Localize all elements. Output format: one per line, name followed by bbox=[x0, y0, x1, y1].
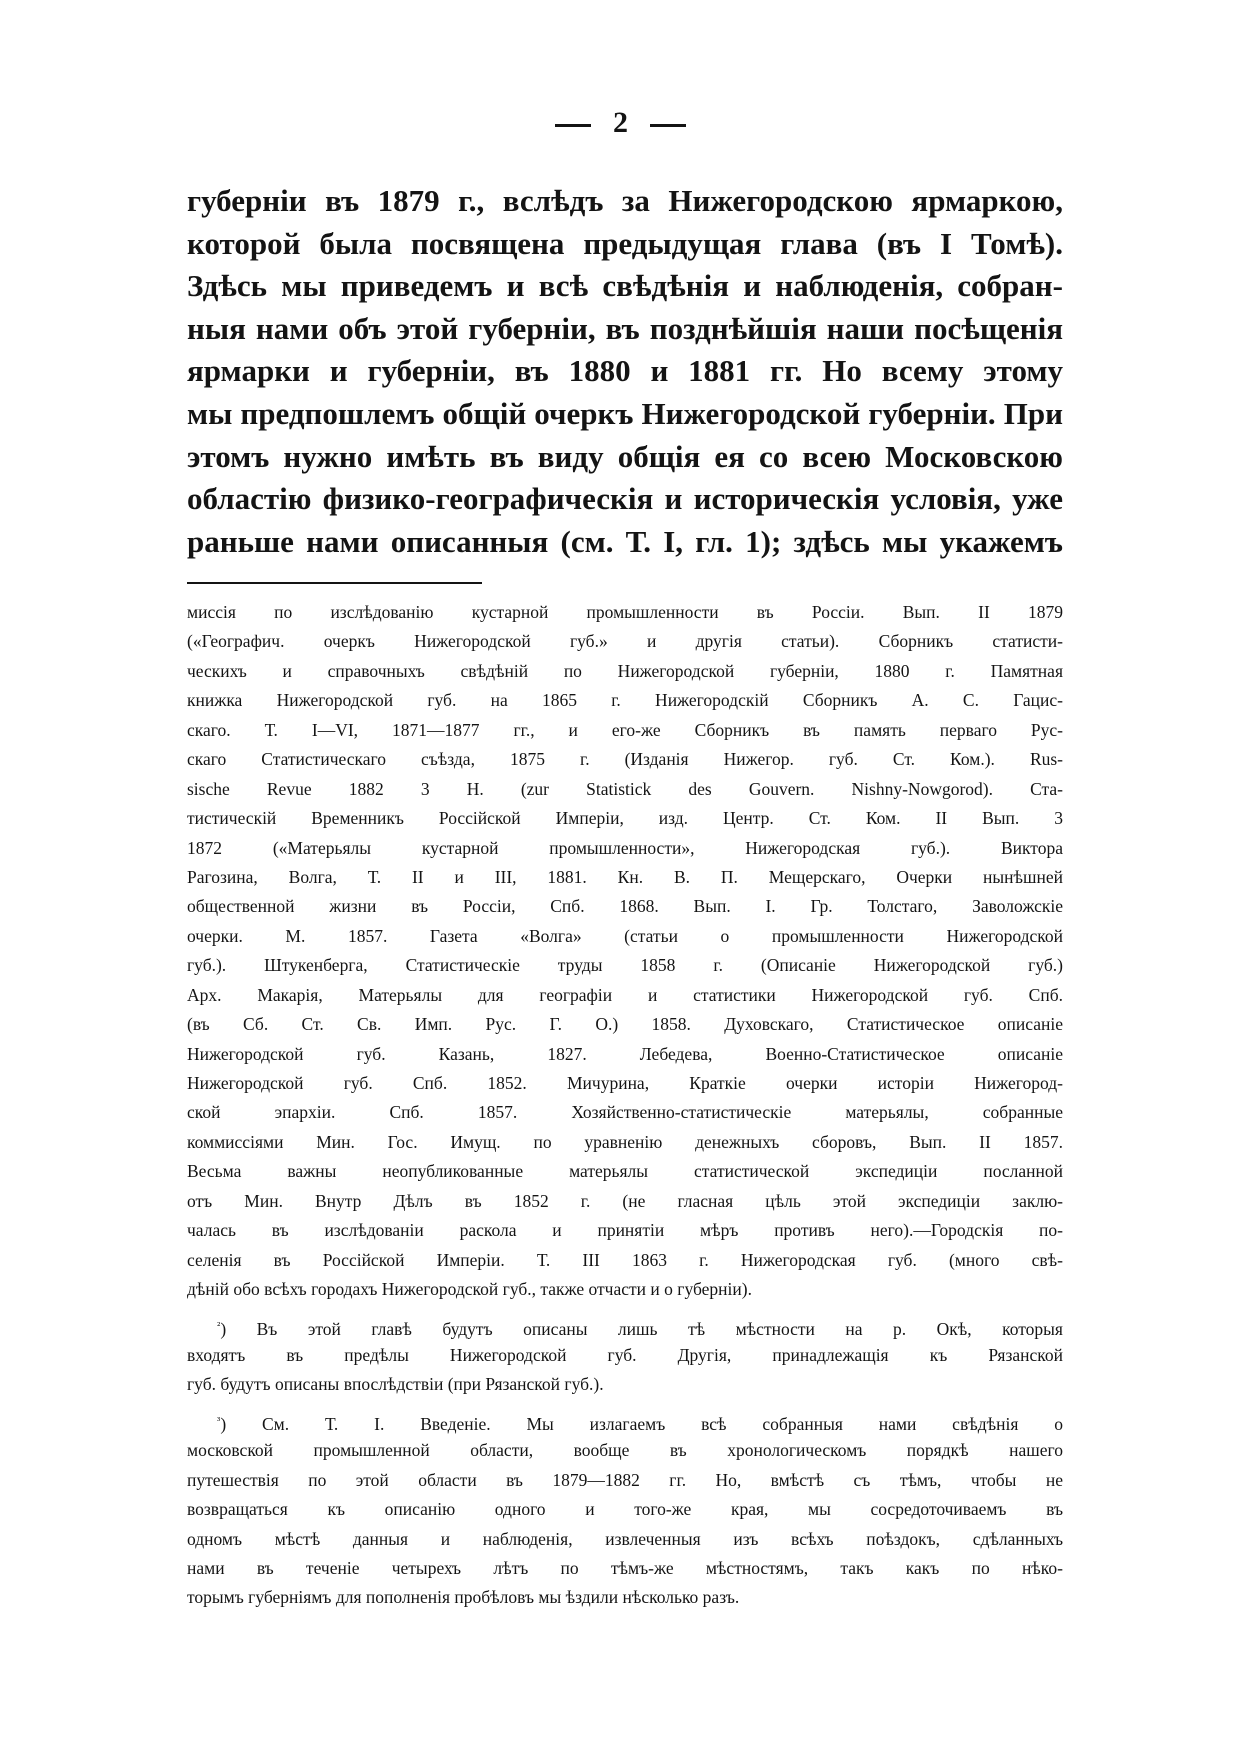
footnote-line: московской промышленной области, вообще въ хронологическомъ порядкѣ нашего bbox=[187, 1440, 1063, 1461]
footnote-line: скаго. Т. I—VI, 1871—1877 гг., и его-же Сборникъ въ память перваго Рус- bbox=[187, 719, 1063, 740]
main-text bbox=[187, 180, 1063, 563]
footnote-line bbox=[187, 1407, 1063, 1436]
footnote-text: ) Въ этой главѣ будутъ описаны лишь тѣ мѣстности на р. Окѣ, которыя bbox=[220, 1318, 1063, 1339]
footnote-line: дѣній обо всѣхъ городахъ Нижегородской губ., также отчасти и о губерніи). bbox=[187, 1279, 752, 1300]
footnote-line: чалась въ изслѣдованіи раскола и принятіи мѣръ противъ него).—Городскія по- bbox=[187, 1220, 1063, 1241]
main-line: губерніи въ 1879 г., вслѣдъ за Нижегородскою ярмаркою, bbox=[187, 183, 1063, 218]
footnote-line: ческихъ и справочныхъ свѣдѣній по Нижегородской губерніи, 1880 г. Памятная bbox=[187, 660, 1063, 681]
footnote-line: отъ Мин. Внутр Дѣлъ въ 1852 г. (не гласная цѣль этой экспедиціи заклю- bbox=[187, 1190, 1063, 1211]
footnote-line: входятъ въ предѣлы Нижегородской губ. Другія, принадлежащія къ Рязанской bbox=[187, 1344, 1063, 1365]
footnote-text: ) См. Т. I. Введеніе. Мы излагаемъ всѣ собранныя нами свѣдѣнія о bbox=[220, 1413, 1063, 1434]
footnote-line: ской эпархіи. Спб. 1857. Хозяйственно-статистическіе матерьялы, собранные bbox=[187, 1102, 1063, 1123]
footnote-line: очерки. М. 1857. Газета «Волга» (статьи о промышленности Нижегородской bbox=[187, 925, 1063, 946]
page-number bbox=[0, 106, 1241, 140]
footnote-line: торымъ губерніямъ для пополненія пробѣловъ мы ѣздили нѣсколько разъ. bbox=[187, 1587, 740, 1608]
footnote-line: путешествія по этой области въ 1879—1882 гг. Но, вмѣстѣ съ тѣмъ, чтобы не bbox=[187, 1469, 1063, 1490]
footnote-line: 1872 («Матерьялы кустарной промышленности», Нижегородская губ.). Виктора bbox=[187, 837, 1063, 858]
footnote-marker: ² bbox=[217, 1319, 221, 1332]
footnote-line: («Географич. очеркъ Нижегородской губ.» и другія статьи). Сборникъ статисти- bbox=[187, 631, 1063, 652]
footnote-line: возвращаться къ описанію одного и того-же края, мы сосредоточиваемъ въ bbox=[187, 1499, 1063, 1520]
footnote-line: нами въ теченіе четырехъ лѣтъ по тѣмъ-же мѣстностямъ, такъ какъ по нѣко- bbox=[187, 1558, 1063, 1578]
main-line: ныя нами объ этой губерніи, въ позднѣйшія наши посѣщенія bbox=[187, 310, 1063, 346]
footnote-separator bbox=[187, 582, 482, 584]
main-line: которой была посвящена предыдущая глава (въ I Томѣ). bbox=[187, 225, 1063, 261]
footnotes bbox=[187, 598, 1063, 1613]
footnote-line: коммиссіями Мин. Гос. Имущ. по уравненію денежныхъ сборовъ, Вып. II 1857. bbox=[187, 1131, 1063, 1152]
footnote-line: миссія по изслѣдованію кустарной промышленности въ Россіи. Вып. II 1879 bbox=[187, 602, 1063, 622]
page-number-value: 2 bbox=[613, 106, 628, 139]
right-dash bbox=[650, 124, 686, 127]
footnote-line: губ.). Штукенберга, Статистическіе труды 1858 г. (Описаніе Нижегородской губ.) bbox=[187, 955, 1063, 976]
footnote-line: Арх. Макарія, Матерьялы для географіи и статистики Нижегородской губ. Спб. bbox=[187, 984, 1063, 1005]
footnote-marker: ³ bbox=[217, 1414, 221, 1427]
main-line: раньше нами описанныя (см. Т. I, гл. 1); здѣсь мы укажемъ bbox=[187, 523, 1063, 559]
left-dash bbox=[555, 124, 591, 127]
footnote-line: одномъ мѣстѣ данныя и наблюденія, извлеченныя изъ всѣхъ поѣздокъ, сдѣланныхъ bbox=[187, 1528, 1063, 1549]
footnote-line: (въ Сб. Ст. Св. Имп. Рус. Г. О.) 1858. Духовскаго, Статистическое описаніе bbox=[187, 1014, 1063, 1035]
footnote-3 bbox=[187, 1407, 1063, 1613]
footnote-line: тистическій Временникъ Россійской Имперіи, изд. Центр. Ст. Ком. II Вып. 3 bbox=[187, 808, 1063, 829]
footnote-line: книжка Нижегородской губ. на 1865 г. Нижегородскій Сборникъ А. С. Гацис- bbox=[187, 690, 1063, 711]
footnote-1 bbox=[187, 598, 1063, 1305]
footnote-line: sische Revue 1882 3 H. (zur Statistick des Gouvern. Nishny-Nowgorod). Ста- bbox=[187, 778, 1063, 799]
footnote-line: Нижегородской губ. Спб. 1852. Мичурина, Краткіе очерки исторіи Нижегород- bbox=[187, 1073, 1063, 1093]
footnote-line: Весьма важны неопубликованные матерьялы статистической экспедиціи посланной bbox=[187, 1161, 1063, 1182]
footnote-2 bbox=[187, 1312, 1063, 1400]
footnote-line: селенія въ Россійской Имперіи. Т. III 1863 г. Нижегородская губ. (много свѣ- bbox=[187, 1249, 1063, 1270]
main-line: этомъ нужно имѣть въ виду общія ея со всею Московскою bbox=[187, 438, 1063, 474]
footnote-line: общественной жизни въ Россіи, Спб. 1868. Вып. I. Гр. Толстаго, Заволожскіе bbox=[187, 896, 1063, 917]
main-line: областію физико-географическія и историческія условія, уже bbox=[187, 481, 1063, 517]
main-line: ярмарки и губерніи, въ 1880 и 1881 гг. Но всему этому bbox=[187, 353, 1063, 389]
main-line: мы предпошлемъ общій очеркъ Нижегородской губерніи. При bbox=[187, 395, 1063, 431]
footnote-line bbox=[187, 1312, 1063, 1341]
footnote-line: Нижегородской губ. Казань, 1827. Лебедева, Военно-Статистическое описаніе bbox=[187, 1043, 1063, 1064]
footnote-line: Рагозина, Волга, Т. II и III, 1881. Кн. В. П. Мещерскаго, Очерки нынѣшней bbox=[187, 866, 1063, 887]
main-line: Здѣсь мы приведемъ и всѣ свѣдѣнія и наблюденія, собран- bbox=[187, 268, 1063, 304]
footnote-line: губ. будутъ описаны впослѣдствіи (при Рязанской губ.). bbox=[187, 1374, 604, 1395]
footnote-line: скаго Статистическаго съѣзда, 1875 г. (Изданія Нижегор. губ. Ст. Ком.). Rus- bbox=[187, 749, 1063, 770]
